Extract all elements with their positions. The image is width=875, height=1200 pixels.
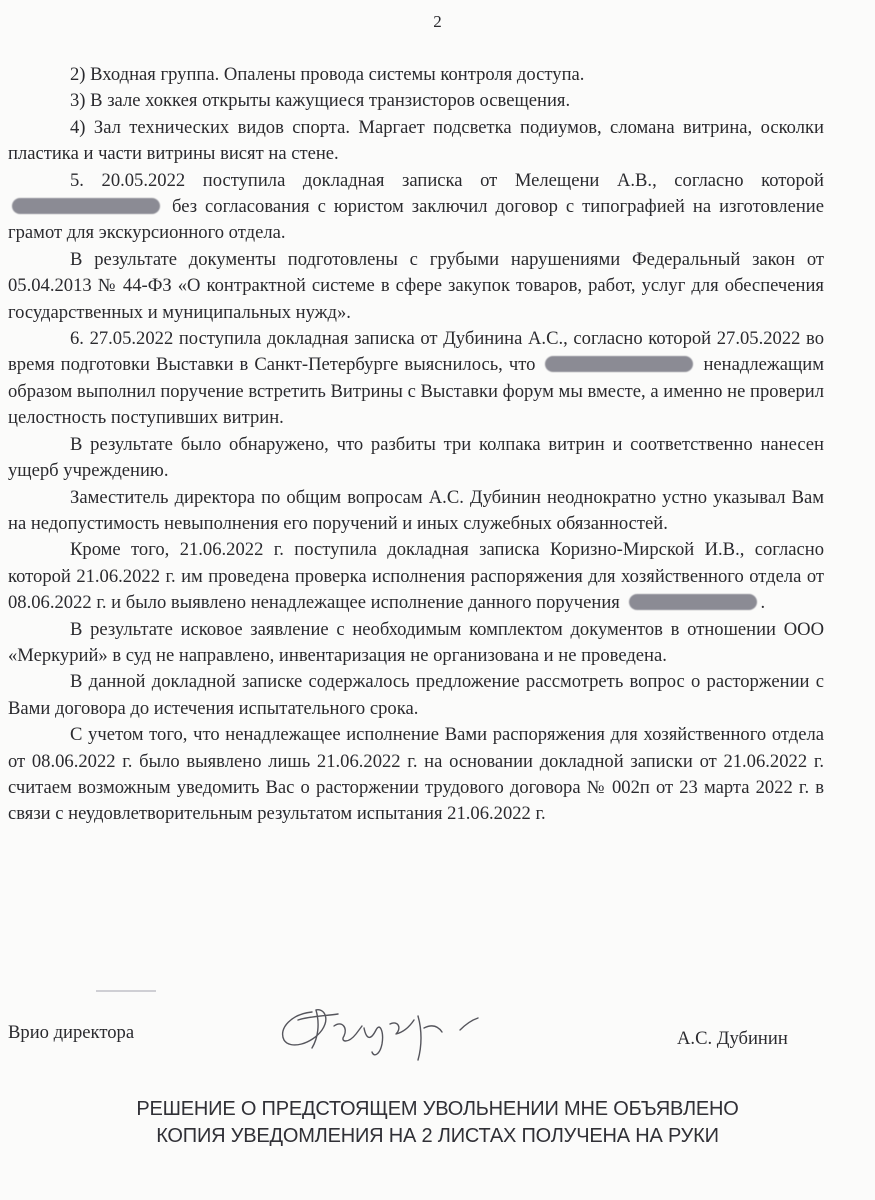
signatory-title: Врио директора	[8, 1022, 135, 1043]
paragraph-8: Заместитель директора по общим вопросам А.С. Дубинин неоднократно устно указывал Вам на недопустимость невыполнения его поручений и иных служебных обязанностей.	[8, 486, 824, 534]
handwritten-resolution	[0, 1096, 875, 1150]
paragraph-3: 4) Зал технических видов спорта. Маргает подсветка подиумов, сломана витрина, осколки пластика и части витрины висят на стене.	[8, 116, 824, 165]
paragraph-9-end: .	[760, 592, 766, 614]
paragraph-9-start: Кроме того, 21.06.2022 г. поступила докладная записка Коризно-Мирской И.В., согласно которой 21.06.2022 г. им проведена проверка исполнения распоряжения для хозяйственного отдела от 08.06.2022 г. и было выявлено ненадлежащее исполнение данного поручения	[8, 539, 824, 614]
paragraph-11: В данной докладной записке содержалось предложение рассмотреть вопрос о расторжении с Вами договора до истечения испытательного срока.	[8, 671, 824, 719]
handwritten-signature	[272, 990, 502, 1065]
page-number: 2	[433, 12, 442, 31]
paragraph-6	[8, 326, 824, 432]
redacted-name	[629, 594, 757, 610]
paragraph-7: В результате было обнаружено, что разбиты три колпака витрин и соответственно нанесен ущерб учреждению.	[8, 433, 824, 482]
paragraph-4-start: 5. 20.05.2022 поступила докладная записка от Мелещени А.В., согласно которой	[70, 169, 824, 191]
paragraph-6-start: 6. 27.05.2022 поступила докладная записка от Дубинина А.С., согласно которой 27.05.2022 во время подготовки Выставки в Санкт-Петербурге выяснилось, что	[8, 328, 824, 376]
resolution-line-1: РЕШЕНИЕ О ПРЕДСТОЯЩЕМ УВОЛЬНЕНИИ МНЕ ОБЪЯВЛЕНО	[136, 1098, 739, 1120]
resolution-line-2: КОПИЯ УВЕДОМЛЕНИЯ НА 2 ЛИСТАХ ПОЛУЧЕНА НА РУКИ	[156, 1125, 719, 1147]
paragraph-4	[8, 168, 824, 247]
paragraph-12: С учетом того, что ненадлежащее исполнение Вами распоряжения для хозяйственного отдела от 08.06.2022 г. было выявлено лишь 21.06.2022 г. на основании докладной записки от 21.06.2022 г. считаем возможным уведомить Вас о расторжении трудового договора № 002п от 23 марта 2022 г. в связи с неудовлетворительным результатом испытания 21.06.2022 г.	[8, 724, 824, 825]
paragraph-4-end: без согласования с юристом заключил договор с типографией на изготовление грамот для экскурсионного отдела.	[8, 196, 824, 244]
redacted-name	[12, 198, 160, 214]
letter-body	[8, 62, 824, 828]
ink-smudge	[96, 990, 156, 992]
redacted-name	[545, 356, 693, 372]
paragraph-10: В результате исковое заявление с необходимым комплектом документов в отношении ООО «Меркурий» в суд не направлено, инвентаризация не организована и не проведена.	[8, 618, 824, 666]
signatory-name: А.С. Дубинин	[677, 1028, 788, 1049]
paragraph-1: 2) Входная группа. Опалены провода системы контроля доступа.	[70, 64, 585, 85]
paragraph-5: В результате документы подготовлены с грубыми нарушениями Федеральный закон от 05.04.2013 № 44-ФЗ «О контрактной системе в сфере закупок товаров, работ, услуг для обеспечения государственных и муниципальных нужд».	[8, 248, 824, 323]
paragraph-2: 3) В зале хоккея открыты кажущиеся транзисторов освещения.	[70, 90, 571, 112]
paragraph-9	[8, 537, 824, 616]
paragraph-6-end: ненадлежащим образом выполнил поручение встретить Витрины с Выставки форум мы вместе, а именно не проверил целостность поступивших витрин.	[8, 354, 824, 429]
